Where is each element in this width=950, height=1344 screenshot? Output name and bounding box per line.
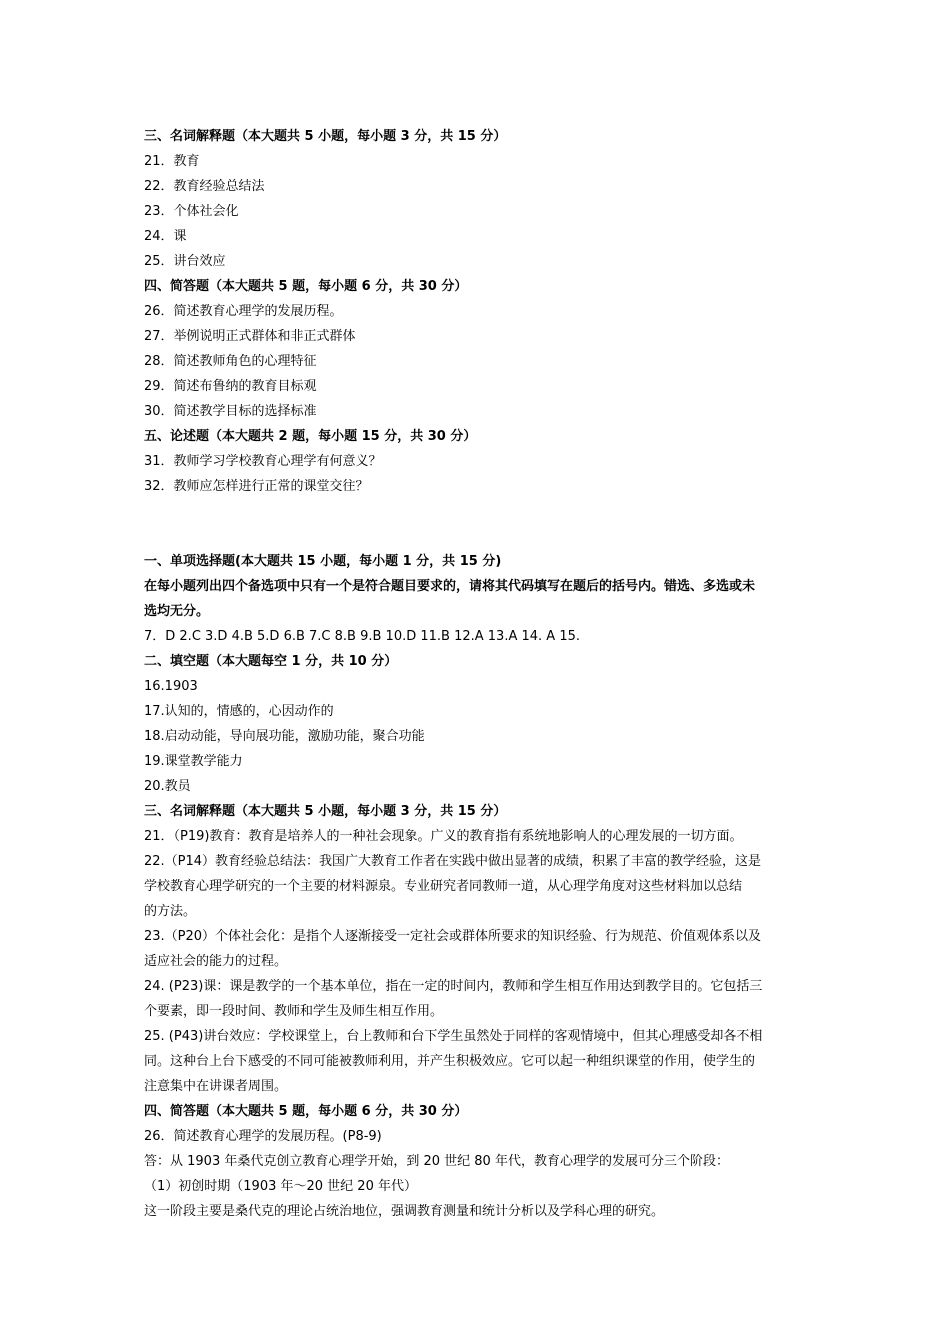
question-31: 31．教师学习学校教育心理学有何意义？ — [144, 454, 382, 469]
answer-26-line-1: 答：从 1903 年桑代克创立教育心理学开始，到 20 世纪 80 年代，教育心理学的发展可分三个阶段： — [144, 1154, 729, 1169]
section-heading-essay: 五、论述题（本大题共 2 题，每小题 15 分，共 30 分） — [144, 429, 477, 444]
answer-16: 16.1903 — [144, 679, 198, 694]
answers-heading-short-answer: 四、简答题（本大题共 5 题，每小题 6 分，共 30 分） — [144, 1104, 468, 1119]
answer-26-line-2: （1）初创时期（1903 年～20 世纪 20 年代） — [144, 1179, 417, 1194]
question-25: 25．讲台效应 — [144, 254, 226, 269]
section-heading-short-answer: 四、简答题（本大题共 5 题，每小题 6 分，共 30 分） — [144, 279, 468, 294]
question-24: 24．课 — [144, 229, 187, 244]
answer-24-line-2: 个要素，即一段时间、教师和学生及师生相互作用。 — [144, 1004, 444, 1019]
answers-heading-fill-blank: 二、填空题（本大题每空 1 分，共 10 分） — [144, 654, 398, 669]
answer-17: 17.认知的，情感的，心因动作的 — [144, 704, 334, 719]
multiple-choice-instruction: 在每小题列出四个备选项中只有一个是符合题目要求的，请将其代码填写在题后的括号内。错选、多选或未 — [144, 579, 756, 594]
answer-25-line-2: 同。这种台上台下感受的不同可能被教师利用，并产生积极效应。它可以起一种组织课堂的作用，使学生的 — [144, 1054, 756, 1069]
answer-26-line-3: 这一阶段主要是桑代克的理论占统治地位，强调教育测量和统计分析以及学科心理的研究。 — [144, 1204, 665, 1219]
question-23: 23．个体社会化 — [144, 204, 239, 219]
question-28: 28．简述教师角色的心理特征 — [144, 354, 317, 369]
answer-18: 18.启动动能，导向展功能，激励功能，聚合功能 — [144, 729, 425, 744]
section-spacer — [144, 499, 814, 549]
answers-heading-multiple-choice: 一、单项选择题(本大题共 15 小题，每小题 1 分，共 15 分) — [144, 554, 502, 569]
answer-25-line-1: 25. (P43)讲台效应：学校课堂上，台上教师和台下学生虽然处于同样的客观情境中，但其心理感受却各不相 — [144, 1029, 763, 1044]
answer-20: 20.教员 — [144, 779, 191, 794]
question-30: 30．简述教学目标的选择标准 — [144, 404, 317, 419]
multiple-choice-instruction-cont: 选均无分。 — [144, 604, 210, 619]
multiple-choice-answers: 7．D 2.C 3.D 4.B 5.D 6.B 7.C 8.B 9.B 10.D 11.B 12.A 13.A 14. A 15. — [144, 629, 580, 644]
answer-19: 19.课堂教学能力 — [144, 754, 243, 769]
answers-block — [144, 549, 814, 1224]
answer-26-question: 26．简述教育心理学的发展历程。(P8-9) — [144, 1129, 382, 1144]
answer-22-line-1: 22.（P14）教育经验总结法：我国广大教育工作者在实践中做出显著的成绩，积累了丰富的教学经验，这是 — [144, 854, 762, 869]
answer-25-line-3: 注意集中在讲课者周围。 — [144, 1079, 288, 1094]
question-32: 32．教师应怎样进行正常的课堂交往？ — [144, 479, 369, 494]
answer-23-line-2: 适应社会的能力的过程。 — [144, 954, 288, 969]
question-22: 22．教育经验总结法 — [144, 179, 265, 194]
question-27: 27．举例说明正式群体和非正式群体 — [144, 329, 356, 344]
question-21: 21．教育 — [144, 154, 200, 169]
answers-heading-glossary: 三、名词解释题（本大题共 5 小题，每小题 3 分，共 15 分） — [144, 804, 507, 819]
question-29: 29．简述布鲁纳的教育目标观 — [144, 379, 317, 394]
section-heading-glossary: 三、名词解释题（本大题共 5 小题，每小题 3 分，共 15 分） — [144, 129, 507, 144]
answer-24-line-1: 24. (P23)课：课是教学的一个基本单位，指在一定的时间内，教师和学生相互作用达到教学目的。它包括三 — [144, 979, 763, 994]
document-page — [144, 124, 814, 1224]
questions-block — [144, 124, 814, 499]
answer-22-line-3: 的方法。 — [144, 904, 197, 919]
answer-22-line-2: 学校教育心理学研究的一个主要的材料源泉。专业研究者同教师一道，从心理学角度对这些材料加以总结 — [144, 879, 743, 894]
answer-21: 21．（P19)教育：教育是培养人的一种社会现象。广义的教育指有系统地影响人的心理发展的一切方面。 — [144, 829, 743, 844]
answer-23-line-1: 23.（P20）个体社会化：是指个人逐渐接受一定社会或群体所要求的知识经验、行为规范、价值观体系以及 — [144, 929, 762, 944]
question-26: 26．简述教育心理学的发展历程。 — [144, 304, 343, 319]
